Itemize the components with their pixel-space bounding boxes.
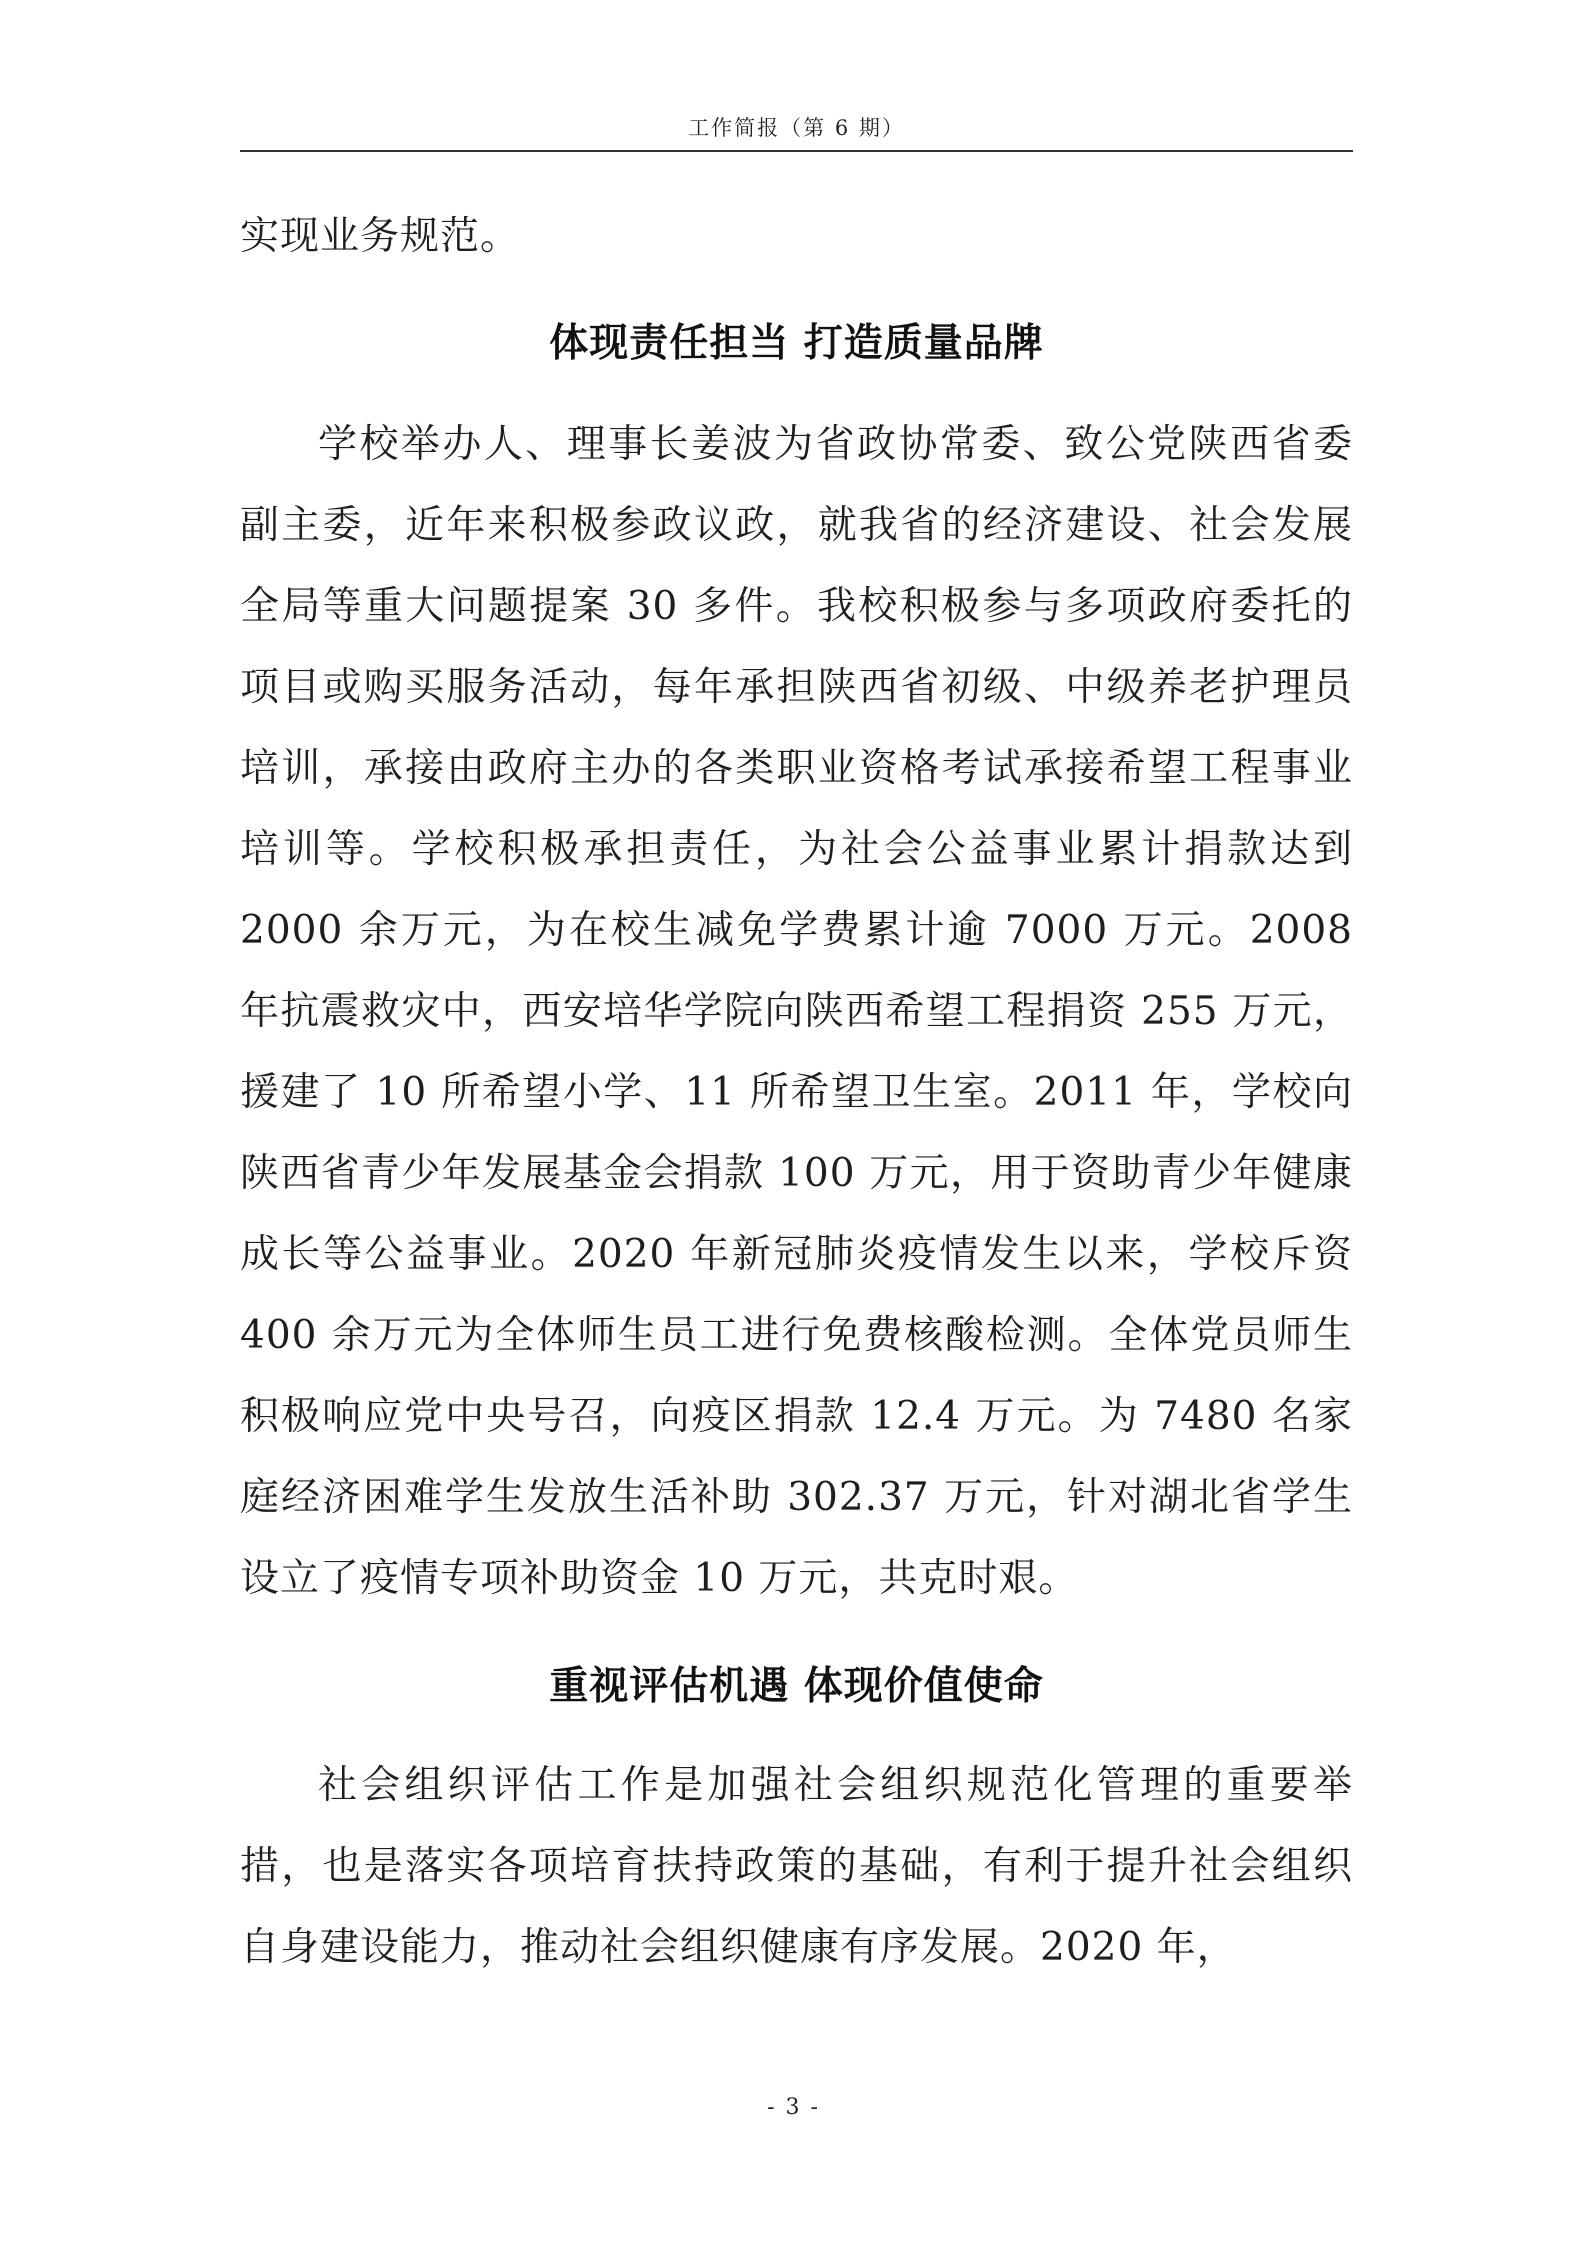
body-paragraph-evaluation: 社会组织评估工作是加强社会组织规范化管理的重要举措，也是落实各项培育扶持政策的基础，有利于提升社会组织自身建设能力，推动社会组织健康有序发展。2020 年， (240, 1763, 1353, 1970)
body-paragraph-continuation: 实现业务规范。 (240, 214, 521, 259)
section-heading-responsibility: 体现责任担当 打造质量品牌 (549, 321, 1044, 366)
running-header: 工作简报（第 6 期） (688, 116, 905, 140)
body-paragraph-responsibility: 学校举办人、理事长姜波为省政协常委、致公党陕西省委副主委，近年来积极参政议政，就我省的经济建设、社会发展全局等重大问题提案 30 多件。我校积极参与多项政府委托的项目或购买服务活动，每年承担陕西省初级、中级养老护理员培训，承接由政府主办的各类职业资格考试承接希望工程事业培训等。学校积极承担责任，为社会公益事业累计捐款达到 2000 余万元，为在校生减免学费累计逾 7000 万元。2008 年抗震救灾中，西安培华学院向陕西希望工程捐资 255 万元，援建了 10 所希望小学、11 所希望卫生室。2011 年，学校向陕西省青少年发展基金会捐款 100 万元，用于资助青少年健康成长等公益事业。2020 年新冠肺炎疫情发生以来，学校斥资 400 余万元为全体师生员工进行免费核酸检测。全体党员师生积极响应党中央号召，向疫区捐款 12.4 万元。为 7480 名家庭经济困难学生发放生活补助 302.37 万元，针对湖北省学生设立了疫情专项补助资金 10 万元，共克时艰。 (240, 422, 1353, 1601)
section-heading-evaluation: 重视评估机遇 体现价值使命 (549, 1664, 1044, 1709)
page-number: - 3 - (767, 2095, 820, 2120)
header-rule (240, 150, 1353, 152)
